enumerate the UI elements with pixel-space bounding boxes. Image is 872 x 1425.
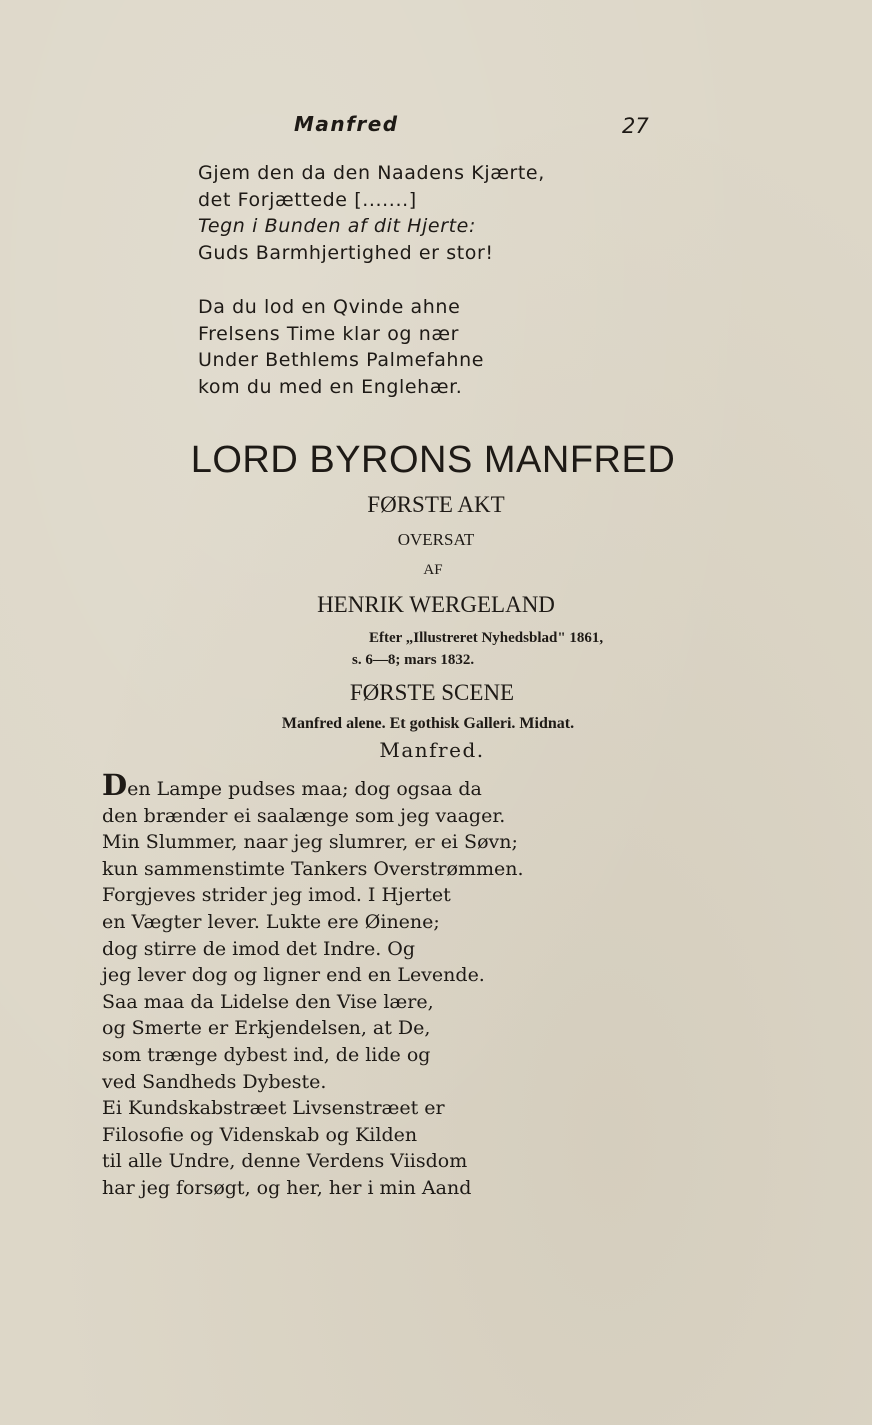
speech-line: kun sammenstimte Tankers Overstrømmen.	[102, 857, 524, 880]
poem-line: Frelsens Time klar og nær	[198, 322, 460, 345]
speech-line: Min Slummer, naar jeg slumrer, er ei Søvn;	[102, 831, 518, 854]
speech-line: og Smerte er Erkjendelsen, at De,	[102, 1017, 431, 1040]
speech-line: Saa maa da Lidelse den Vise lære,	[102, 990, 434, 1013]
speech-line: jeg lever dog og ligner end en Levende.	[102, 964, 485, 987]
act-heading: FØRSTE AKT	[367, 492, 505, 517]
poem-stanza	[198, 160, 545, 266]
by-label: AF	[423, 562, 443, 578]
speech-text	[102, 768, 524, 1202]
source-note: Efter „Illustreret Nyhedsblad" 1861,	[369, 630, 604, 646]
speech-line: den brænder ei saalænge som jeg vaager.	[102, 804, 506, 827]
page-number: 27	[622, 114, 649, 138]
speech-line: en Vægter lever. Lukte ere Øinene;	[102, 910, 440, 933]
drop-cap: D	[102, 768, 128, 802]
speech-line: Forgjeves strider jeg imod. I Hjertet	[102, 884, 451, 907]
poem-line: Gjem den da den Naadens Kjærte,	[198, 162, 545, 184]
stage-direction: Manfred alene. Et gothisk Galleri. Midnat.	[281, 715, 575, 732]
speech-line: som trænge dybest ind, de lide og	[102, 1043, 431, 1066]
speech-line: dog stirre de imod det Indre. Og	[102, 937, 416, 960]
poem-line: det Forjættede [.......]	[198, 188, 417, 211]
source-note: s. 6—8; mars 1832.	[352, 652, 475, 668]
translated-label: OVERSAT	[397, 530, 475, 549]
running-title: Manfred	[294, 112, 399, 136]
poem-line: kom du med en Englehær.	[198, 375, 463, 398]
speech-line: Ei Kundskabstræet Livsenstræet er	[102, 1097, 445, 1120]
poem-line: Guds Barmhjertighed er stor!	[198, 241, 494, 264]
speech-line: Filosofie og Videnskab og Kilden	[102, 1123, 418, 1146]
scene-heading: FØRSTE SCENE	[349, 680, 515, 705]
translator-name: HENRIK WERGELAND	[317, 592, 555, 617]
speech-line: ved Sandheds Dybeste.	[102, 1070, 327, 1093]
poem-line: Da du lod en Qvinde ahne	[198, 296, 461, 318]
speech-line: har jeg forsøgt, og her, her i min Aand	[102, 1176, 472, 1199]
poem-stanza	[198, 294, 484, 400]
poem-line: Under Bethlems Palmefahne	[198, 349, 485, 371]
speech-line: til alle Undre, denne Verdens Viisdom	[102, 1150, 468, 1173]
section-title: LORD BYRONS MANFRED	[190, 439, 676, 481]
speaker-name: Manfred.	[379, 738, 485, 762]
speech-line	[102, 768, 524, 803]
speech-line-text: en Lampe pudses maa; dog ogsaa da	[127, 778, 482, 800]
poem-line: Tegn i Bunden af dit Hjerte:	[198, 215, 476, 237]
